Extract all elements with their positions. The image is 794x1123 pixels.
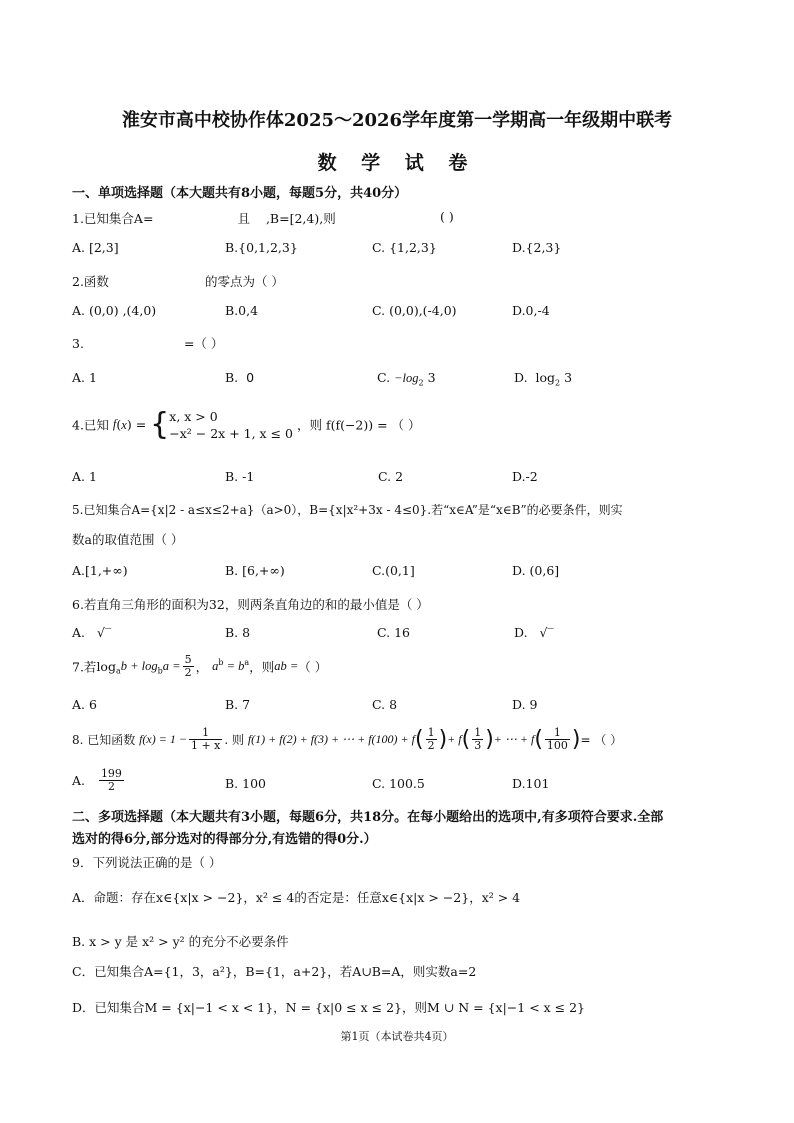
q8-stem-b: . 则 — [224, 733, 245, 747]
q8-option-b: B. 100 — [225, 776, 266, 791]
q3-b-label: B. — [225, 370, 239, 385]
q8-hundredth-num: 1 — [545, 727, 570, 740]
q4-f: f — [112, 417, 117, 431]
q8-stem-a: 8. 已知函数 — [72, 733, 136, 747]
q8-half-den: 2 — [427, 739, 435, 752]
q7-pow-eq: = b — [223, 659, 245, 673]
q7-option-c: C. 8 — [372, 697, 398, 712]
q6-a-label: A. — [72, 625, 86, 640]
exam-subtitle: 数 学 试 卷 — [317, 152, 477, 174]
q1-stem-a: 1.已知集合A= — [72, 211, 154, 226]
q3-c-sub: 2 — [418, 378, 424, 388]
q4-option-b: B. -1 — [225, 469, 255, 484]
q1-answer-paren: ( ) — [440, 209, 454, 224]
q7-pow-base: a — [212, 659, 219, 673]
q4-cases — [169, 408, 293, 442]
question-3-stem — [72, 334, 223, 352]
q8-option-c: C. 100.5 — [372, 776, 425, 791]
q8-hundredth-den: 100 — [546, 739, 568, 752]
q4-brace: { — [150, 407, 170, 442]
question-2-stem — [72, 272, 284, 290]
page-footer: 第1页（本试卷共4页） — [340, 1030, 454, 1043]
question-5-line-2: 数a的取值范围（ ） — [72, 532, 184, 547]
q5-option-d: D. (0,6] — [512, 563, 560, 578]
q8-plus-2: + ⋯ + f — [493, 732, 535, 746]
question-7-stem — [72, 654, 327, 679]
q8-third-den: 3 — [474, 739, 482, 752]
q2-option-a: A. (0,0) ,(4,0) — [72, 303, 157, 318]
q7-pow-exp-2: a — [244, 657, 250, 667]
section-2-heading-line-1: 二、多项选择题（本大题共有3小题，每题6分，共18分。在每小题给出的选项中,有多项符合要求.全部 — [72, 810, 664, 825]
q7-frac-den: 2 — [184, 666, 192, 679]
q7-option-d: D. 9 — [512, 697, 538, 712]
q4-case-1: x, x > 0 — [169, 408, 218, 424]
q7-a-term: a = — [162, 659, 181, 673]
question-6-stem: 6.若直角三角形的面积为32，则两条直角边的和的最小值是（ ） — [72, 597, 429, 612]
section-2-heading-line-2: 选对的得6分,部分选对的得部分分,有选错的得0分.） — [72, 832, 377, 847]
q7-ab: ab = — [274, 659, 299, 673]
q3-c-num: 3 — [427, 370, 436, 385]
q8-fraction — [189, 727, 222, 752]
q3-eq: =（ ） — [183, 336, 224, 351]
q8-third-num: 1 — [474, 726, 482, 739]
q1-stem-b: 且 — [237, 211, 250, 226]
q2-stem-b: 的零点为（ ） — [204, 274, 284, 289]
q4-ask: f(f(−2)) = （ ） — [325, 417, 421, 433]
q3-option-a: A. 1 — [72, 370, 97, 385]
q3-stem: 3. — [72, 336, 84, 351]
q6-a-sqrt: √‾ — [96, 625, 112, 640]
question-1-stem — [72, 209, 336, 227]
q1-option-a: A. [2,3] — [72, 240, 119, 255]
q4-stem-b: ，则 — [296, 417, 322, 433]
q8-a-num: 199 — [100, 767, 122, 780]
q6-option-a — [72, 625, 111, 640]
q3-d-label: D. — [514, 370, 528, 385]
q7-fraction — [183, 654, 194, 679]
q8-half — [426, 727, 437, 752]
q2-stem-a: 2.函数 — [72, 274, 109, 289]
question-4-stem: 4.已知 f(x) = { x, x > 0 −x² − 2x + 1, x ≤ 0 ，则 f(f(−2)) = （ ） — [72, 407, 421, 442]
q8-a-fraction — [99, 768, 124, 793]
q4-option-c: C. 2 — [378, 469, 404, 484]
q8-fx: f(x) = 1 − — [139, 732, 187, 746]
q9-option-a: A．命题：存在x∈{x|x > −2}，x² ≤ 4的否定是：任意x∈{x|x > −2}，x² > 4 — [72, 890, 521, 905]
q4-option-d: D.-2 — [512, 469, 538, 484]
q4-option-a: A. 1 — [72, 469, 97, 484]
q4-stem-a: 4.已知 — [72, 417, 109, 433]
q7-frac-num: 5 — [184, 653, 192, 666]
q7-stem-b: ， — [195, 659, 209, 675]
q2-option-c: C. (0,0),(-4,0) — [372, 303, 457, 318]
q9-option-d: D．已知集合M = {x|−1 < x < 1}，N = {x|0 ≤ x ≤ 2}，则M ∪ N = {x|−1 < x ≤ 2} — [72, 1000, 586, 1015]
q6-option-c: C. 16 — [377, 625, 410, 640]
q7-stem-c: ，则 — [249, 659, 275, 675]
q3-option-d — [514, 370, 572, 388]
q2-option-d: D.0,-4 — [512, 303, 550, 318]
q3-d-log: log — [535, 370, 556, 385]
q7-log-1: log — [96, 659, 116, 674]
q5-option-b: B. [6,+∞) — [225, 563, 285, 578]
q3-option-c — [377, 370, 436, 388]
q7-stem-a: 7.若 — [72, 659, 97, 675]
q7-b-term: b + log — [120, 659, 158, 673]
q7-paren: （ ） — [298, 659, 328, 675]
q5-option-c: C.(0,1] — [372, 563, 415, 578]
q6-d-label: D. — [514, 625, 528, 640]
q1-option-d: D.{2,3} — [512, 240, 562, 255]
q1-stem-c: ,B=[2,4),则 — [265, 211, 336, 226]
q8-option-d: D.101 — [512, 776, 550, 791]
q6-option-d — [514, 625, 554, 640]
q5-option-a: A.[1,+∞) — [72, 563, 128, 578]
q4-case-2: −x² − 2x + 1, x ≤ 0 — [169, 425, 293, 441]
q7-sub-a: a — [115, 666, 121, 676]
q2-option-b: B.0,4 — [225, 303, 259, 318]
q3-c-label: C. — [377, 370, 391, 385]
q8-third — [472, 727, 483, 752]
q6-d-sqrt: √‾ — [539, 625, 554, 640]
q7-option-a: A. 6 — [72, 697, 97, 712]
q1-option-c: C. {1,2,3} — [372, 240, 437, 255]
q8-frac-den: 1 + x — [190, 739, 221, 752]
q6-option-b: B. 8 — [225, 625, 251, 640]
q3-d-sub: 2 — [555, 378, 561, 388]
q8-plus-1: + f — [447, 732, 462, 746]
q7-option-b: B. 7 — [225, 697, 251, 712]
q9-option-c: C．已知集合A={1，3，a²}，B={1，a+2}，若A∪B=A，则实数a=2 — [72, 964, 477, 979]
q8-option-a — [72, 768, 126, 793]
q3-b-value: 0 — [246, 370, 255, 385]
exam-title: 淮安市高中校协作体2025～2026学年度第一学期高一年级期中联考 — [121, 110, 673, 131]
q3-option-b — [225, 370, 254, 385]
q3-c-log: −log — [394, 371, 419, 385]
q8-half-num: 1 — [427, 726, 435, 739]
q1-option-b: B.{0,1,2,3} — [225, 240, 298, 255]
question-5-line-1: 5.已知集合A={x|2 - a≤x≤2+a}（a>0），B={x|x²+3x - 4≤0}.若“x∈A”是“x∈B”的必要条件，则实 — [72, 503, 623, 517]
q7-pow-exp: b — [218, 657, 224, 667]
question-9-stem: 9．下列说法正确的是（ ） — [72, 855, 222, 870]
q8-frac-num: 1 — [189, 727, 222, 740]
q8-hundredth — [545, 727, 570, 752]
question-8-stem: 8. 已知函数 f(x) = 1 − $\frac{1}{1 + x}$ . 则 f(1) + f(2) + f(3) + ⋯ + f(100) + f( $\frac{1}{2}$ )+ f( $\frac{1}{3}$ )+ ⋯ + f( $\frac{1}{100}$ )= （ ） — [72, 726, 623, 752]
q9-option-b: B. x > y 是 x² > y² 的充分不必要条件 — [72, 934, 289, 949]
q8-paren: = （ ） — [580, 733, 623, 747]
q8-a-den: 2 — [107, 780, 115, 793]
q3-d-num: 3 — [564, 370, 573, 385]
q8-sum: f(1) + f(2) + f(3) + ⋯ + f(100) + f — [247, 732, 415, 746]
q8-a-label: A. — [72, 773, 86, 788]
section-1-heading: 一、单项选择题（本大题共有8小题，每题5分，共40分） — [72, 186, 408, 201]
q7-sub-b: b — [157, 666, 163, 676]
